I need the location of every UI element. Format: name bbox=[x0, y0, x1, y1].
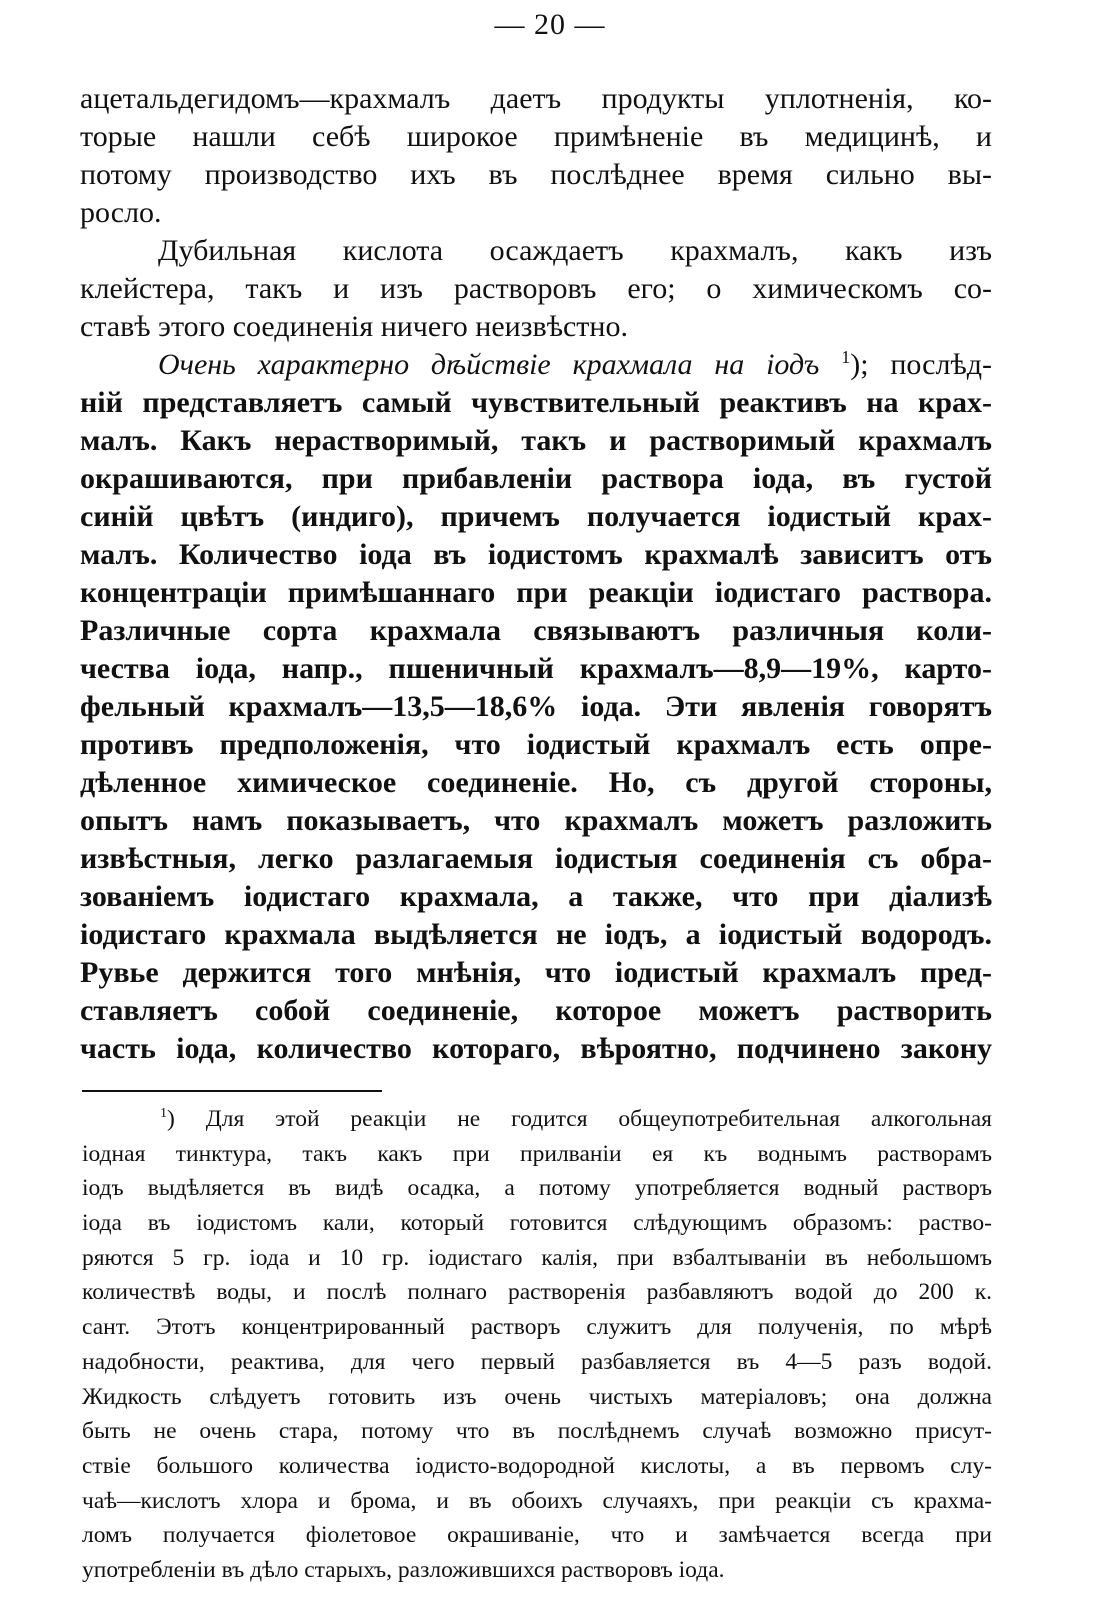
footnote-line: ряются 5 гр. іода и 10 гр. іодистаго калія, при взбалтываніи въ небольшомъ bbox=[82, 1244, 992, 1271]
text-line: противъ предположенія, что іодистый крахмалъ есть опре- bbox=[80, 728, 992, 761]
footnote-line: надобности, реактива, для чего первый разбавляется въ 4—5 разъ водой. bbox=[82, 1348, 992, 1375]
footnote-line: сант. Этотъ концентрированный растворъ служитъ для полученія, по мѣрѣ bbox=[82, 1314, 992, 1341]
text-line: Различные сорта крахмала связываютъ различныя коли- bbox=[80, 614, 992, 647]
text-line: Рувье держится того мнѣнія, что іодистый крахмалъ пред- bbox=[80, 956, 992, 989]
text-line: малъ. Какъ нерастворимый, такъ и растворимый крахмалъ bbox=[80, 424, 992, 457]
text-line: ставляетъ собой соединеніе, которое можетъ растворить bbox=[80, 994, 992, 1027]
footnote-marker: 1 bbox=[160, 1105, 168, 1122]
footnote-line: іодъ выдѣляется въ видѣ осадка, а потому употребляется водный растворъ bbox=[82, 1175, 992, 1202]
text-line: торые нашли себѣ широкое примѣненіе въ медицинѣ, и bbox=[80, 120, 992, 153]
footnote-line bbox=[82, 1102, 992, 1137]
text-line: синій цвѣтъ (индиго), причемъ получается іодистый крах- bbox=[80, 500, 992, 533]
text-line: іодистаго крахмала выдѣляется не іодъ, а іодистый водородъ. bbox=[80, 918, 992, 951]
text-line: концентраціи примѣшаннаго при реакціи іодистаго раствора. bbox=[80, 576, 992, 609]
text-line: потому производство ихъ въ послѣднее время сильно вы- bbox=[80, 158, 992, 191]
footnote-separator bbox=[82, 1090, 382, 1092]
main-text bbox=[80, 80, 992, 1068]
text-line: ній представляетъ самый чувствительный реактивъ на крах- bbox=[80, 386, 992, 419]
footnote-line: ломъ получается фіолетовое окрашиваніе, что и замѣчается всегда при bbox=[82, 1522, 992, 1549]
footnote bbox=[82, 1102, 992, 1588]
footnote-line: чаѣ—кислотъ хлора и брома, и въ обоихъ случаяхъ, при реакціи съ крахма- bbox=[82, 1487, 992, 1514]
text-line: фельный крахмалъ—13,5—18,6% іода. Эти явленія говорятъ bbox=[80, 690, 992, 723]
italic-lead: Очень характерно дѣйствіе крахмала на іодъ bbox=[158, 348, 820, 381]
page-number: — 20 — bbox=[494, 8, 606, 41]
footnote-line: іода въ іодистомъ кали, который готовится слѣдующимъ образомъ: раство- bbox=[82, 1210, 992, 1237]
footnote-line: ствіе большого количества іодисто-водородной кислоты, а въ первомъ слу- bbox=[82, 1452, 992, 1479]
footnote-line: Жидкость слѣдуетъ готовить изъ очень чистыхъ матеріаловъ; она должна bbox=[82, 1383, 992, 1410]
text-line: росло. bbox=[80, 196, 162, 229]
footnote-first-text: ) Для этой реакціи не годится общеупотребительная алкогольная bbox=[167, 1106, 992, 1132]
text-line: зованіемъ іодистаго крахмала, а также, что при діализѣ bbox=[80, 880, 992, 913]
text-line: часть іода, количество котораго, вѣроятно, подчинено закону bbox=[80, 1032, 992, 1065]
text-line: опытъ намъ показываетъ, что крахмалъ можетъ разложить bbox=[80, 804, 992, 837]
footnote-line: употребленіи въ дѣло старыхъ, разложившихся растворовъ іода. bbox=[82, 1556, 725, 1583]
text-line: клейстера, такъ и изъ растворовъ его; о химическомъ со- bbox=[80, 272, 992, 305]
text-line: малъ. Количество іода въ іодистомъ крахмалѣ зависитъ отъ bbox=[80, 538, 992, 571]
text-line: окрашиваются, при прибавленіи раствора іода, въ густой bbox=[80, 462, 992, 495]
iodine-paragraph-lead bbox=[80, 346, 992, 384]
text-line: чества іода, напр., пшеничный крахмалъ—8,9—19%, карто- bbox=[80, 652, 992, 685]
footnote-line: количествѣ воды, и послѣ полнаго растворенія разбавляютъ водой до 200 к. bbox=[82, 1279, 992, 1306]
text-line: ставѣ этого соединенія ничего неизвѣстно. bbox=[80, 310, 628, 343]
text-line: дѣленное химическое соединеніе. Но, съ другой стороны, bbox=[80, 766, 992, 799]
lead-rest: ); послѣд- bbox=[850, 348, 993, 381]
text-line: ацетальдегидомъ—крахмалъ даетъ продукты уплотненія, ко- bbox=[80, 82, 992, 115]
footnote-line: іодная тинктура, такъ какъ при прилваніи ея къ воднымъ растворамъ bbox=[82, 1140, 992, 1167]
text-line: извѣстныя, легко разлагаемыя іодистыя соединенія съ обра- bbox=[80, 842, 992, 875]
text-line: Дубильная кислота осаждаетъ крахмалъ, какъ изъ bbox=[158, 234, 992, 267]
footnote-line: быть не очень стара, потому что въ послѣднемъ случаѣ возможно присут- bbox=[82, 1418, 992, 1445]
footnote-ref[interactable]: 1 bbox=[841, 347, 851, 367]
